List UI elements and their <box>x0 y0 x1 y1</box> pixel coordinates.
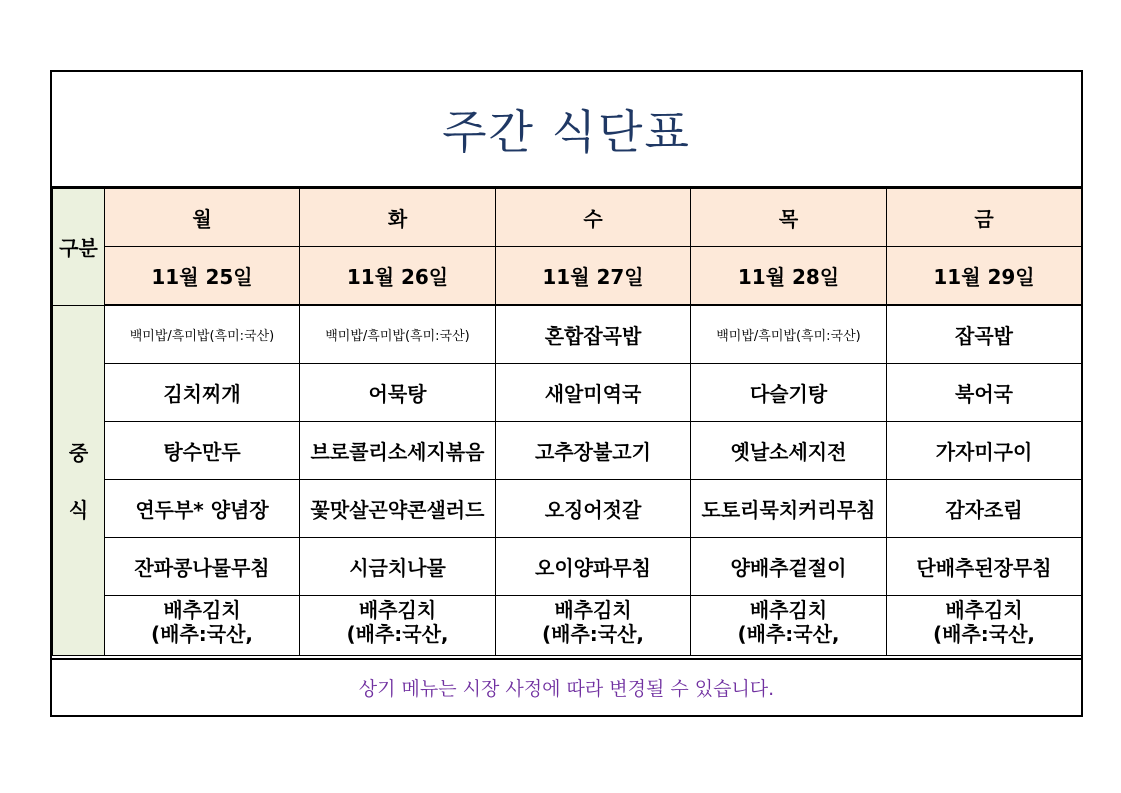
menu-cell <box>887 596 1082 656</box>
date-fri: 11월 29일 <box>887 247 1082 306</box>
day-mon: 월 <box>105 189 300 247</box>
menu-row-rice <box>53 305 1082 364</box>
menu-cell: 백미밥/흑미밥(흑미:국산) <box>105 305 300 364</box>
menu-cell <box>691 596 887 656</box>
day-header-row <box>53 189 1082 247</box>
date-mon: 11월 25일 <box>105 247 300 306</box>
menu-cell: 김치찌개 <box>105 364 300 422</box>
menu-cell: 단배추된장무침 <box>887 538 1082 596</box>
footer-note: 상기 메뉴는 시장 사정에 따라 변경될 수 있습니다. <box>52 658 1081 715</box>
kimchi-origin: (배추:국산, <box>150 622 254 646</box>
menu-cell: 오징어젓갈 <box>496 480 691 538</box>
menu-cell: 새알미역국 <box>496 364 691 422</box>
kimchi-origin: (배추:국산, <box>737 622 840 646</box>
menu-cell: 백미밥/흑미밥(흑미:국산) <box>691 305 887 364</box>
kimchi-origin: (배추:국산, <box>932 622 1036 646</box>
menu-cell: 도토리묵치커리무침 <box>691 480 887 538</box>
menu-cell: 잔파콩나물무침 <box>105 538 300 596</box>
meal-plan-sheet <box>50 70 1083 717</box>
date-thu: 11월 28일 <box>691 247 887 306</box>
category-label: 구분 <box>53 189 105 306</box>
meal-table <box>52 188 1082 656</box>
kimchi-name: 배추김치 <box>358 598 437 622</box>
date-tue: 11월 26일 <box>300 247 496 306</box>
menu-cell: 오이양파무침 <box>496 538 691 596</box>
day-wed: 수 <box>496 189 691 247</box>
menu-cell: 브로콜리소세지볶음 <box>300 422 496 480</box>
menu-cell: 백미밥/흑미밥(흑미:국산) <box>300 305 496 364</box>
menu-row-soup <box>53 364 1082 422</box>
kimchi-name: 배추김치 <box>749 598 828 622</box>
page-title: 주간 식단표 <box>52 72 1081 188</box>
menu-cell: 어묵탕 <box>300 364 496 422</box>
lunch-label <box>53 305 105 656</box>
menu-row-main <box>53 422 1082 480</box>
day-tue: 화 <box>300 189 496 247</box>
menu-cell: 연두부* 양념장 <box>105 480 300 538</box>
kimchi-name: 배추김치 <box>163 598 241 622</box>
lunch-label-char-1: 중 <box>68 441 89 466</box>
menu-cell: 꽃맛살곤약콘샐러드 <box>300 480 496 538</box>
kimchi-origin: (배추:국산, <box>346 622 449 646</box>
menu-cell <box>496 596 691 656</box>
menu-cell: 옛날소세지전 <box>691 422 887 480</box>
kimchi-name: 배추김치 <box>554 598 632 622</box>
menu-cell: 시금치나물 <box>300 538 496 596</box>
lunch-label-char-2: 식 <box>68 498 89 523</box>
menu-row-kimchi <box>53 596 1082 656</box>
day-fri: 금 <box>887 189 1082 247</box>
menu-cell: 북어국 <box>887 364 1082 422</box>
menu-cell: 혼합잡곡밥 <box>496 305 691 364</box>
menu-cell <box>300 596 496 656</box>
menu-cell: 다슬기탕 <box>691 364 887 422</box>
menu-row-side-2 <box>53 538 1082 596</box>
menu-cell: 가자미구이 <box>887 422 1082 480</box>
kimchi-name: 배추김치 <box>945 598 1023 622</box>
day-thu: 목 <box>691 189 887 247</box>
menu-cell: 고추장불고기 <box>496 422 691 480</box>
date-wed: 11월 27일 <box>496 247 691 306</box>
menu-cell: 양배추겉절이 <box>691 538 887 596</box>
kimchi-origin: (배추:국산, <box>541 622 645 646</box>
date-header-row <box>53 247 1082 306</box>
menu-row-side-1 <box>53 480 1082 538</box>
menu-cell: 감자조림 <box>887 480 1082 538</box>
menu-cell <box>105 596 300 656</box>
menu-cell: 탕수만두 <box>105 422 300 480</box>
menu-cell: 잡곡밥 <box>887 305 1082 364</box>
